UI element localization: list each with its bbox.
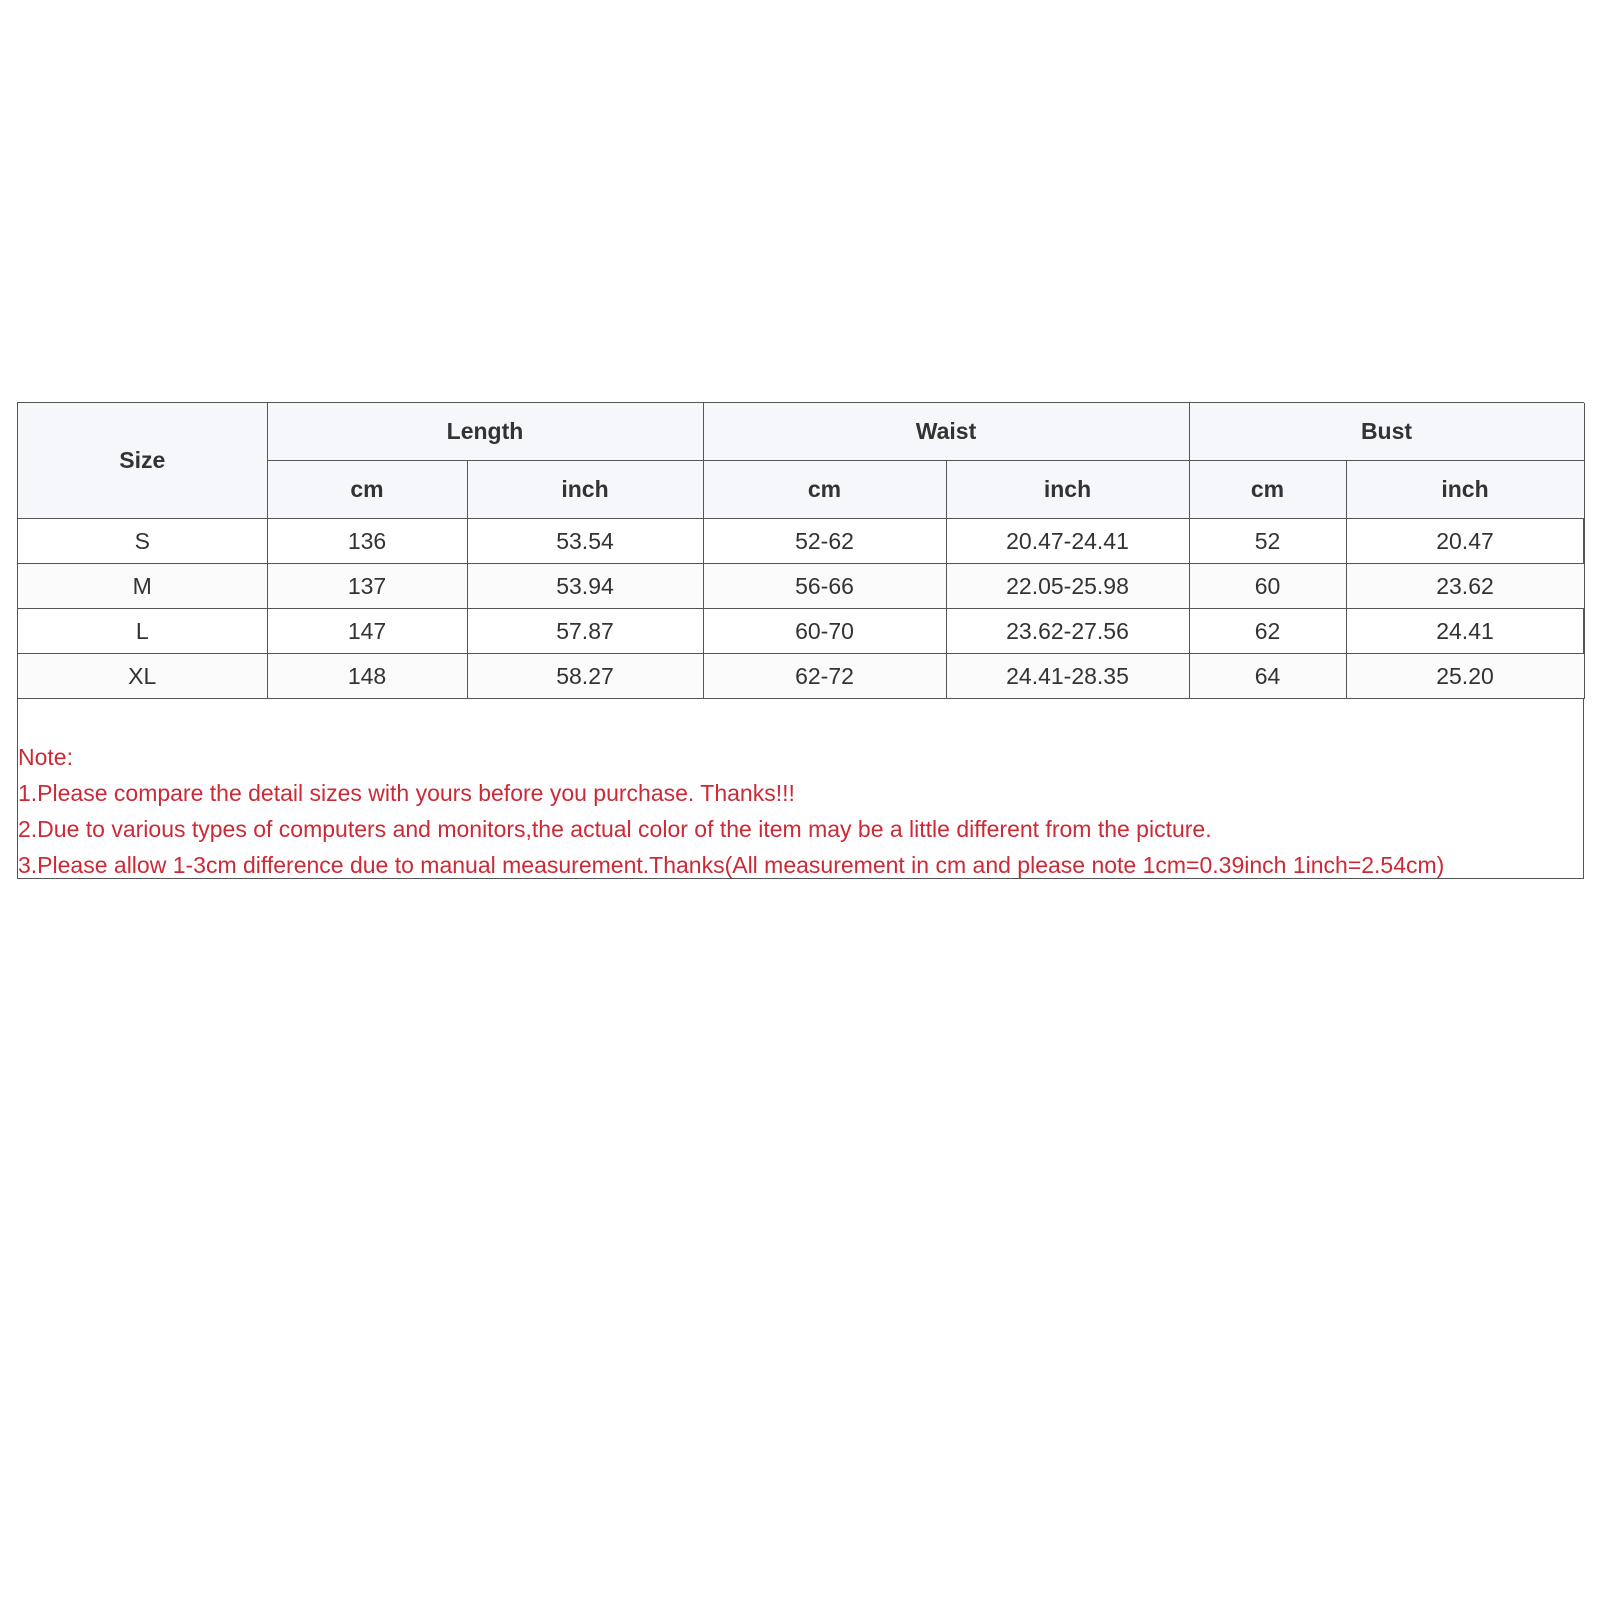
unit-header: inch bbox=[467, 461, 703, 519]
size-cell: L bbox=[18, 609, 267, 654]
unit-header: cm bbox=[267, 461, 467, 519]
table-cell: 20.47 bbox=[1346, 519, 1584, 564]
table-cell: 60 bbox=[1189, 564, 1346, 609]
table-cell: 52 bbox=[1189, 519, 1346, 564]
table-cell: 24.41-28.35 bbox=[946, 654, 1189, 699]
table-cell: 62-72 bbox=[703, 654, 946, 699]
table-cell: 24.41 bbox=[1346, 609, 1584, 654]
size-chart bbox=[17, 402, 1584, 879]
table-cell: 53.54 bbox=[467, 519, 703, 564]
table-cell: 64 bbox=[1189, 654, 1346, 699]
table-cell: 23.62-27.56 bbox=[946, 609, 1189, 654]
table-cell: 147 bbox=[267, 609, 467, 654]
waist-group-header: Waist bbox=[703, 403, 1189, 461]
unit-header: inch bbox=[946, 461, 1189, 519]
note-line: 2.Due to various types of computers and monitors,the actual color of the item may be a little different from the picture. bbox=[18, 816, 1212, 842]
table-cell: 60-70 bbox=[703, 609, 946, 654]
table-cell: 62 bbox=[1189, 609, 1346, 654]
table-cell: 20.47-24.41 bbox=[946, 519, 1189, 564]
note-line: 3.Please allow 1-3cm difference due to manual measurement.Thanks(All measurement in cm and please note 1cm=0.39inch 1inch=2.54cm) bbox=[18, 852, 1445, 878]
size-cell: M bbox=[18, 564, 267, 609]
header-row-groups bbox=[18, 403, 1584, 461]
unit-header: cm bbox=[1189, 461, 1346, 519]
table-cell: 25.20 bbox=[1346, 654, 1584, 699]
unit-header: inch bbox=[1346, 461, 1584, 519]
table-row bbox=[18, 564, 1584, 609]
bust-group-header: Bust bbox=[1189, 403, 1584, 461]
size-column-header: Size bbox=[18, 403, 267, 519]
size-cell: XL bbox=[18, 654, 267, 699]
size-table bbox=[18, 403, 1585, 699]
table-cell: 58.27 bbox=[467, 654, 703, 699]
table-cell: 53.94 bbox=[467, 564, 703, 609]
table-cell: 56-66 bbox=[703, 564, 946, 609]
unit-header: cm bbox=[703, 461, 946, 519]
table-row bbox=[18, 519, 1584, 564]
table-cell: 57.87 bbox=[467, 609, 703, 654]
table-cell: 23.62 bbox=[1346, 564, 1584, 609]
table-cell: 136 bbox=[267, 519, 467, 564]
table-cell: 148 bbox=[267, 654, 467, 699]
table-cell: 52-62 bbox=[703, 519, 946, 564]
table-cell: 22.05-25.98 bbox=[946, 564, 1189, 609]
notes-section bbox=[18, 699, 1583, 883]
note-heading: Note: bbox=[18, 744, 73, 770]
table-row bbox=[18, 609, 1584, 654]
table-cell: 137 bbox=[267, 564, 467, 609]
length-group-header: Length bbox=[267, 403, 703, 461]
size-cell: S bbox=[18, 519, 267, 564]
note-line: 1.Please compare the detail sizes with yours before you purchase. Thanks!!! bbox=[18, 780, 795, 806]
table-row bbox=[18, 654, 1584, 699]
